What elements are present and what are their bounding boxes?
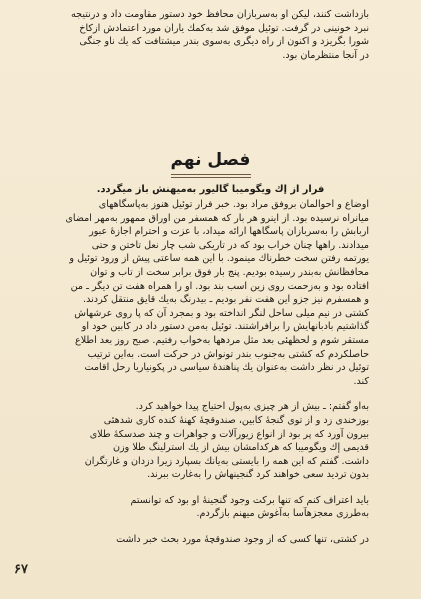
text-line: میانراه نرسیده بود. از اینرو هر بار که همسفر من اوراق ممهور بەمهر امضای: [65, 212, 369, 224]
text-line: محافظانش بەبندر رسیده بودیم. پنج بار فوق برابر سخت از تاب و توان: [90, 266, 369, 278]
text-line: در آنجا منتظرمان بود.: [282, 49, 369, 61]
paragraph-gap: [52, 388, 369, 400]
text-line: اربابش را بەسربازان پاسگاهها ارائه میداد، با عزت و احترام اجازۀ عبور: [89, 226, 369, 238]
text-line: میدادند. راهها چنان خراب بود که در تاریکی شب چار نعل تاختن و حتی: [91, 239, 369, 251]
text-line: مستقر شوم و لحظهئی بعد مثل مردهها بەخواب رفتیم. صبح روز بعد اطلاع: [74, 334, 369, 346]
top-paragraph: [52, 8, 369, 62]
paragraph: [52, 494, 369, 521]
page-number: ۶۷: [14, 562, 28, 577]
paragraph: [52, 400, 369, 482]
text-line: در کشتی، تنها کسی که از وجود صندوقچۀ مورد بحث خبر داشت: [116, 534, 369, 546]
text-line: گذاشتیم بادبانهایش را برافراشتند. توئیل بەمن دستور داد در کابین خود او: [81, 321, 369, 333]
text-line: یورتمه رفتن سخت خطرناك مینمود. با این همه ساعتی پیش از ورود توئیل و: [69, 253, 369, 265]
text-line: حاصلکردم که کشتی بەجنوب بندر تونواش در حرکت است. بەاین ترتیب: [87, 348, 369, 360]
text-line: باید اعتراف کنم که تنها برکت وجود گنجینۀ او بود که توانستم: [130, 494, 369, 506]
text-line: شورا بگریزد و اکنون از راه دیگری بەسوی بندر میشتافت که یك ناو جنگی: [79, 36, 369, 48]
text-line: قدیمی إك ويگوميبا که هرکدامشان بیش از یك استرلینگ طلا وزن: [112, 442, 369, 454]
text-line: افتاده بود و بەزحمت روی زین اسب بند بود. او را همراه هفت تن دیگر ـ من: [70, 280, 369, 292]
text-line: کند.: [353, 375, 369, 387]
text-line: بەاو گفتم: ـ بیش از هر چیزی بەپول احتیاج پیدا خواهید کرد.: [135, 401, 369, 413]
title-ornament: [171, 174, 251, 178]
paragraph-gap: [52, 482, 369, 494]
chapter-title: فصل نهم: [170, 150, 251, 170]
text-line: بەطرزی معجزهآسا بەآغوش میهنم بازگردم.: [196, 508, 369, 520]
text-line: بدون تردید سعی خواهند کرد گنجینهاش را بەغارت ببرند.: [147, 469, 369, 481]
text-line: نبرد خونینی در گرفت. توئیل موفق شد بەکمك یاران مورد اعتمادش ازکاخ: [79, 22, 369, 34]
chapter-body: [52, 183, 369, 547]
text-line: کشتی در نیم میلی ساحل لنگر انداخته بود و بمجرد آن که پا روی عرشهاش: [74, 307, 369, 319]
paragraph: [52, 198, 369, 388]
text-line: بیرون آورد که پر بود از انواع زیورآلات و جواهرات و چند صدسکۀ طلای: [89, 428, 369, 440]
paragraph: [52, 533, 369, 547]
text-line: داشت. گفتم که این همه را بایستی بەیانك بسپارد زیرا دزدان و غارتگران: [84, 455, 369, 467]
paragraph-gap: [52, 521, 369, 533]
chapter-heading: [0, 150, 421, 178]
chapter-subtitle: فرار از إك ويگومیبا گاليور بەميهنش باز میگردد.: [96, 184, 325, 195]
text-line: بوزخندی زد و از توی گنجۀ کابین، صندوقچۀ کهنۀ کنده کاری شدهئی: [103, 414, 369, 426]
text-line: اوضاع و احوالمان بروفق مراد بود. خبر فرار توئیل هنوز بەپاسگاههای: [98, 199, 369, 210]
text-line: توئیل در نظر داشت بەعنوان یك پناهندۀ سیاسی در پکونیاریا رحل اقامت: [84, 362, 369, 374]
text-line: و همسفرم نیز جزو این هفت نفر بودیم ـ بیدرنگ بەیك قایق منتقل کردند.: [83, 294, 369, 306]
text-line: بازداشت کنند، لیکن او بەسربازان محافظ خود دستور مقاومت داد و درنتیجه: [70, 9, 369, 20]
